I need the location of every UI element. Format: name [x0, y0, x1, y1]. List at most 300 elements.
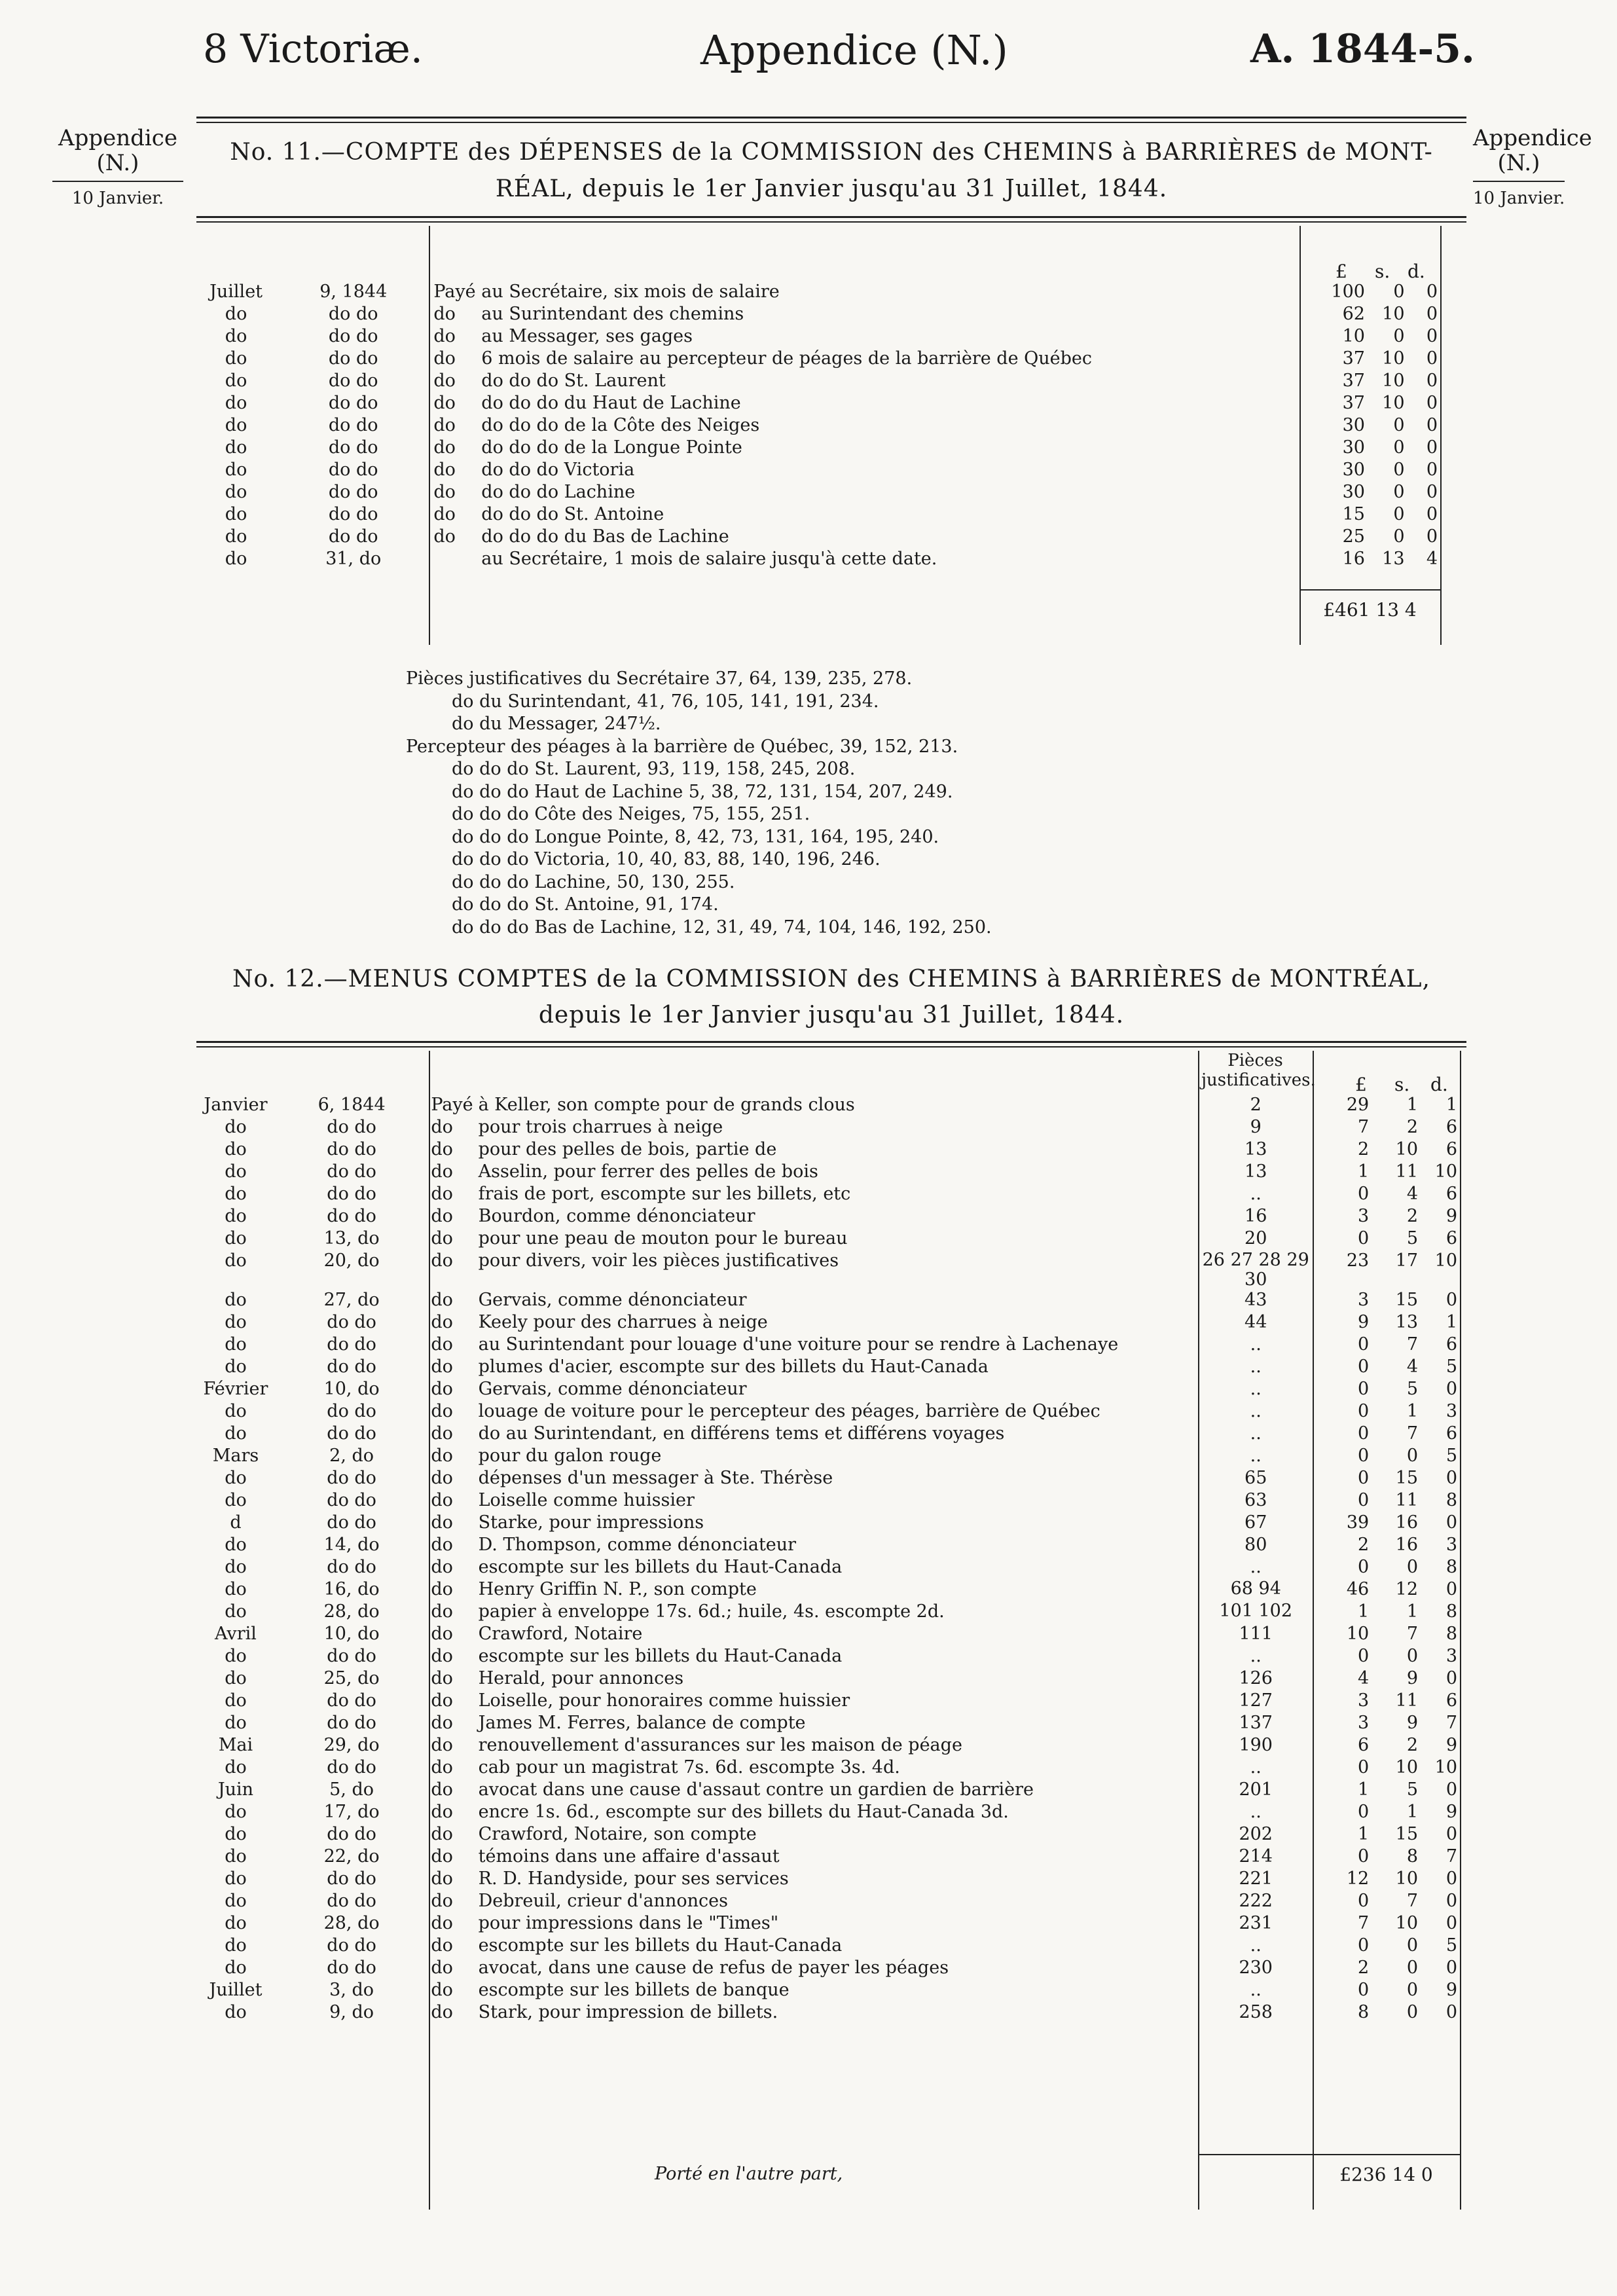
pieces-cell: ..: [1250, 1184, 1262, 1204]
shillings-cell: 2: [1406, 1735, 1419, 1755]
month-cell: do: [225, 437, 247, 458]
justificative-line: do do do Victoria, 10, 40, 83, 88, 140, 196, 246.: [452, 849, 881, 869]
description-cell: escompte sur les billets du Haut-Canada: [478, 1935, 843, 1956]
table-row: [196, 1423, 1460, 1446]
pence-cell: 3: [1445, 1401, 1457, 1421]
date-cell: do do: [327, 1401, 376, 1421]
month-cell: Mai: [218, 1735, 253, 1755]
month-cell: do: [225, 415, 247, 435]
pence-cell: 0: [1445, 1824, 1457, 1844]
rule: [196, 216, 1466, 218]
pieces-cell: 231: [1239, 1913, 1273, 1933]
pence-cell: 0: [1445, 1290, 1457, 1310]
shillings-cell: 10: [1382, 348, 1405, 369]
table11-total: £461 13 4: [1323, 599, 1417, 621]
table-row: [196, 1958, 1460, 1980]
pence-cell: 7: [1445, 1713, 1457, 1733]
shillings-cell: 7: [1406, 1334, 1419, 1355]
month-cell: do: [225, 1713, 247, 1733]
date-cell: do do: [328, 304, 378, 324]
pence-cell: 0: [1426, 348, 1438, 369]
total-rule: [1299, 589, 1440, 591]
shillings-cell: 0: [1393, 526, 1405, 547]
description-cell: Bourdon, comme dénonciateur: [478, 1206, 755, 1226]
description-cell: do do do St. Antoine: [481, 504, 664, 524]
justificative-line: do du Surintendant, 41, 76, 105, 141, 191, 234.: [452, 691, 879, 712]
pence-cell: 0: [1426, 460, 1438, 480]
pounds-cell: 30: [1342, 460, 1365, 480]
pieces-cell: 13: [1245, 1161, 1267, 1182]
table12: [196, 1095, 1460, 2024]
description-cell: encre 1s. 6d., escompte sur des billets du Haut-Canada 3d.: [478, 1802, 1009, 1822]
month-cell: do: [225, 1757, 247, 1777]
shillings-cell: 0: [1406, 2002, 1419, 2022]
pence-cell: 3: [1445, 1646, 1457, 1666]
paid-cell: do: [431, 1802, 453, 1822]
pence-cell: 9: [1445, 1802, 1457, 1822]
table-row: [196, 1980, 1460, 2002]
pence-cell: 10: [1434, 1250, 1457, 1271]
pence-cell: 4: [1426, 549, 1438, 569]
paid-cell: do: [431, 1161, 453, 1182]
month-cell: do: [225, 1846, 247, 1867]
header-left: 8 Victoriæ.: [203, 26, 423, 72]
pounds-cell: 15: [1342, 504, 1365, 524]
pence-cell: 9: [1445, 1735, 1457, 1755]
pounds-cell: 0: [1358, 1401, 1370, 1421]
description-cell: au Messager, ses gages: [481, 326, 693, 346]
date-cell: do do: [327, 1557, 376, 1577]
pounds-cell: 0: [1358, 1846, 1370, 1867]
pence-cell: 0: [1445, 1579, 1457, 1599]
table-row: [196, 1735, 1460, 1757]
table-row: [196, 1579, 1460, 1601]
table-row: [196, 526, 1440, 549]
table-row: [196, 1290, 1460, 1312]
shillings-cell: 13: [1382, 549, 1405, 569]
table-row: [196, 393, 1440, 415]
margin-left-line2: (N.): [96, 150, 139, 176]
table-row: [196, 1334, 1460, 1357]
pence-cell: 0: [1426, 393, 1438, 413]
shillings-cell: 12: [1395, 1579, 1419, 1599]
pounds-cell: 0: [1358, 1557, 1370, 1577]
pounds-cell: 0: [1358, 1228, 1370, 1248]
paid-cell: do: [431, 1868, 453, 1889]
pounds-cell: 0: [1358, 1357, 1370, 1377]
paid-cell: do: [431, 1579, 453, 1599]
paid-cell: do: [433, 504, 456, 524]
month-cell: do: [225, 1206, 247, 1226]
justificative-line: Percepteur des péages à la barrière de Québec, 39, 152, 213.: [406, 736, 958, 757]
shillings-cell: 0: [1406, 1958, 1419, 1978]
description-cell: pour des pelles de bois, partie de: [478, 1139, 777, 1159]
description-cell: avocat, dans une cause de refus de payer les péages: [478, 1958, 949, 1978]
description-cell: pour impressions dans le "Times": [478, 1913, 779, 1933]
pieces-cell: ..: [1250, 1423, 1262, 1444]
date-cell: do do: [328, 393, 378, 413]
margin-right-line2: (N.): [1497, 150, 1540, 176]
pieces-cell: 258: [1239, 2002, 1273, 2022]
pence-cell: 8: [1445, 1490, 1457, 1510]
footer-total: £236 14 0: [1339, 2164, 1433, 2185]
pieces-cell: 137: [1239, 1713, 1273, 1733]
shillings-cell: 11: [1395, 1161, 1419, 1182]
date-cell: 10, do: [323, 1379, 380, 1399]
pounds-cell: 0: [1358, 1184, 1370, 1204]
shillings-cell: 0: [1393, 415, 1405, 435]
description-cell: Keely pour des charrues à neige: [478, 1312, 768, 1332]
pounds-cell: 23: [1346, 1250, 1370, 1271]
pounds-cell: 0: [1358, 1757, 1370, 1777]
description-cell: 6 mois de salaire au percepteur de péages de la barrière de Québec: [481, 348, 1093, 369]
pence-cell: 0: [1426, 526, 1438, 547]
pence-cell: 0: [1445, 1668, 1457, 1688]
shillings-cell: 1: [1406, 1095, 1419, 1115]
pence-cell: 0: [1426, 437, 1438, 458]
shillings-cell: 11: [1395, 1490, 1419, 1510]
table-row: [196, 348, 1440, 371]
paid-cell: do: [433, 526, 456, 547]
date-cell: do do: [328, 504, 378, 524]
table11-title-line2: RÉAL, depuis le 1er Janvier jusqu'au 31 Juillet, 1844.: [495, 175, 1168, 202]
paid-cell: do: [433, 415, 456, 435]
pence-cell: 6: [1445, 1184, 1457, 1204]
table-row: [196, 1379, 1460, 1401]
date-cell: 31, do: [325, 549, 382, 569]
date-cell: do do: [327, 1184, 376, 1204]
shillings-cell: 10: [1395, 1757, 1419, 1777]
paid-cell: do: [431, 1535, 453, 1555]
table-row: [196, 1468, 1460, 1490]
pence-cell: 8: [1445, 1601, 1457, 1622]
date-cell: do do: [327, 1690, 376, 1711]
table-row: [196, 1184, 1460, 1206]
pounds-cell: 25: [1342, 526, 1365, 547]
description-cell: Crawford, Notaire, son compte: [478, 1824, 757, 1844]
table-row: [196, 1868, 1460, 1891]
table-row: [196, 1161, 1460, 1184]
description-cell: do do do de la Côte des Neiges: [481, 415, 760, 435]
date-cell: 5, do: [329, 1779, 374, 1800]
pieces-cell: 63: [1245, 1490, 1267, 1510]
table-row: [196, 1557, 1460, 1579]
pounds-cell: 0: [1358, 1379, 1370, 1399]
pieces-cell: ..: [1250, 1980, 1262, 2000]
paid-cell: do: [431, 1468, 453, 1488]
table-row: [196, 1824, 1460, 1846]
pieces-cell: 44: [1245, 1312, 1267, 1332]
paid-cell: do: [431, 1757, 453, 1777]
pounds-cell: 37: [1342, 393, 1365, 413]
description-cell: renouvellement d'assurances sur les maison de péage: [478, 1735, 962, 1755]
shillings-cell: 10: [1395, 1913, 1419, 1933]
shillings-cell: 10: [1395, 1868, 1419, 1889]
pieces-cell: 222: [1239, 1891, 1273, 1911]
description-cell: do au Surintendant, en différens tems et différens voyages: [478, 1423, 1005, 1444]
shillings-cell: 2: [1406, 1206, 1419, 1226]
table-row: [196, 1668, 1460, 1690]
month-cell: do: [225, 1423, 247, 1444]
table-row: [196, 2002, 1460, 2024]
shillings-cell: 0: [1393, 282, 1405, 302]
pence-cell: 6: [1445, 1117, 1457, 1137]
month-cell: do: [225, 1824, 247, 1844]
date-cell: do do: [327, 1757, 376, 1777]
date-cell: do do: [328, 415, 378, 435]
justificative-line: do du Messager, 247½.: [452, 714, 661, 734]
month-cell: do: [225, 482, 247, 502]
description-cell: Stark, pour impression de billets.: [478, 2002, 778, 2022]
paid-cell: do: [431, 1423, 453, 1444]
margin-left-date: 10 Janvier.: [71, 189, 164, 208]
paid-cell: do: [431, 1690, 453, 1711]
pieces-cell: ..: [1250, 1935, 1262, 1956]
date-cell: 9, do: [329, 2002, 374, 2022]
paid-cell: do: [431, 1334, 453, 1355]
table-row: [196, 1095, 1460, 1117]
month-cell: do: [225, 1868, 247, 1889]
pieces-justificatives: [406, 668, 992, 939]
month-cell: do: [225, 460, 247, 480]
shillings-cell: 10: [1382, 304, 1405, 324]
pence-cell: 5: [1445, 1935, 1457, 1956]
paid-cell: do: [431, 1139, 453, 1159]
pence-cell: 6: [1445, 1423, 1457, 1444]
date-cell: do do: [328, 482, 378, 502]
paid-cell: do: [433, 437, 456, 458]
pieces-cell: 202: [1239, 1824, 1273, 1844]
t11-currency-pence: d.: [1408, 261, 1425, 282]
date-cell: do do: [327, 1958, 376, 1978]
pence-cell: 0: [1445, 2002, 1457, 2022]
shillings-cell: 1: [1406, 1802, 1419, 1822]
shillings-cell: 11: [1395, 1690, 1419, 1711]
pounds-cell: 2: [1358, 1139, 1370, 1159]
date-cell: 9, 1844: [319, 282, 388, 302]
table-row: [196, 1624, 1460, 1646]
shillings-cell: 5: [1406, 1379, 1419, 1399]
pounds-cell: 30: [1342, 437, 1365, 458]
date-cell: 22, do: [323, 1846, 380, 1867]
justificative-line: do do do Bas de Lachine, 12, 31, 49, 74, 104, 146, 192, 250.: [452, 917, 992, 938]
month-cell: do: [225, 1891, 247, 1911]
pieces-cell: 20: [1245, 1228, 1267, 1248]
table-row: [196, 1139, 1460, 1161]
date-cell: do do: [328, 437, 378, 458]
shillings-cell: 7: [1406, 1624, 1419, 1644]
paid-cell: do: [431, 1401, 453, 1421]
pence-cell: 0: [1426, 371, 1438, 391]
description-cell: avocat dans une cause d'assaut contre un gardien de barrière: [478, 1779, 1034, 1800]
month-cell: do: [225, 526, 247, 547]
pounds-cell: 3: [1358, 1713, 1370, 1733]
date-cell: do do: [327, 1468, 376, 1488]
description-cell: frais de port, escompte sur les billets, etc: [478, 1184, 851, 1204]
description-cell: pour du galon rouge: [478, 1446, 662, 1466]
date-cell: 13, do: [323, 1228, 380, 1248]
description-cell: au Secrétaire, 1 mois de salaire jusqu'à cette date.: [481, 549, 937, 569]
pounds-cell: 0: [1358, 1891, 1370, 1911]
margin-right-date: 10 Janvier.: [1473, 189, 1565, 208]
paid-cell: do: [431, 1250, 453, 1271]
pounds-cell: 46: [1346, 1579, 1370, 1599]
date-cell: 28, do: [323, 1601, 380, 1622]
pounds-cell: 0: [1358, 1802, 1370, 1822]
table-row: [196, 437, 1440, 460]
justificative-line: do do do Côte des Neiges, 75, 155, 251.: [452, 804, 810, 824]
table-row: [196, 460, 1440, 482]
paid-cell: do: [431, 1601, 453, 1622]
table-row: [196, 1846, 1460, 1868]
justificative-line: do do do St. Laurent, 93, 119, 158, 245, 208.: [452, 759, 856, 779]
date-cell: do do: [328, 371, 378, 391]
paid-cell: do: [431, 1290, 453, 1310]
date-cell: do do: [327, 1646, 376, 1666]
table-row: [196, 1446, 1460, 1468]
date-cell: 16, do: [323, 1579, 380, 1599]
pounds-cell: 3: [1358, 1690, 1370, 1711]
pounds-cell: 1: [1358, 1824, 1370, 1844]
header-center: Appendice (N.): [700, 26, 1008, 74]
month-cell: do: [225, 393, 247, 413]
paid-cell: do: [431, 1557, 453, 1577]
table-row: [196, 1535, 1460, 1557]
month-cell: do: [225, 326, 247, 346]
pieces-cell: ..: [1250, 1357, 1262, 1377]
pounds-cell: 30: [1342, 482, 1365, 502]
date-cell: do do: [327, 1117, 376, 1137]
table-row: [196, 1779, 1460, 1802]
shillings-cell: 15: [1395, 1290, 1419, 1310]
month-cell: do: [225, 1668, 247, 1688]
shillings-cell: 7: [1406, 1891, 1419, 1911]
date-cell: do do: [327, 1357, 376, 1377]
col-pieces-header: Pièces justificatives.: [1201, 1051, 1316, 1090]
justificative-line: Pièces justificatives du Secrétaire 37, 64, 139, 235, 278.: [406, 668, 913, 689]
date-cell: do do: [328, 460, 378, 480]
column-rule: [1460, 1051, 1461, 2210]
shillings-cell: 0: [1393, 482, 1405, 502]
shillings-cell: 0: [1406, 1980, 1419, 2000]
pieces-cell: ..: [1250, 1646, 1262, 1666]
month-cell: do: [225, 1557, 247, 1577]
description-cell: au Surintendant des chemins: [481, 304, 744, 324]
paid-cell: do: [431, 1624, 453, 1644]
pounds-cell: 0: [1358, 1423, 1370, 1444]
pieces-cell: 9: [1250, 1117, 1262, 1137]
description-cell: escompte sur les billets du Haut-Canada: [478, 1646, 843, 1666]
justificative-line: do do do St. Antoine, 91, 174.: [452, 894, 719, 915]
table-row: [196, 282, 1440, 304]
date-cell: 2, do: [329, 1446, 374, 1466]
paid-cell: do: [431, 1824, 453, 1844]
pounds-cell: 39: [1346, 1512, 1370, 1533]
shillings-cell: 5: [1406, 1228, 1419, 1248]
table11: [196, 282, 1440, 571]
description-cell: R. D. Handyside, pour ses services: [478, 1868, 789, 1889]
pieces-cell: 214: [1239, 1846, 1273, 1867]
pieces-cell: 111: [1239, 1624, 1273, 1644]
shillings-cell: 0: [1406, 1557, 1419, 1577]
shillings-cell: 15: [1395, 1824, 1419, 1844]
date-cell: do do: [327, 1334, 376, 1355]
description-cell: escompte sur les billets du Haut-Canada: [478, 1557, 843, 1577]
pence-cell: 9: [1445, 1980, 1457, 2000]
rule: [196, 1046, 1466, 1048]
shillings-cell: 4: [1406, 1184, 1419, 1204]
pence-cell: 1: [1445, 1095, 1457, 1115]
description-cell: Asselin, pour ferrer des pelles de bois: [478, 1161, 818, 1182]
shillings-cell: 5: [1406, 1779, 1419, 1800]
table-row: [196, 1401, 1460, 1423]
pence-cell: 0: [1445, 1468, 1457, 1488]
pounds-cell: 1: [1358, 1161, 1370, 1182]
pounds-cell: 0: [1358, 1468, 1370, 1488]
month-cell: do: [225, 1139, 247, 1159]
pieces-cell: ..: [1250, 1379, 1262, 1399]
shillings-cell: 1: [1406, 1601, 1419, 1622]
description-cell: do do do du Bas de Lachine: [481, 526, 729, 547]
date-cell: do do: [327, 1312, 376, 1332]
description-cell: do do do Lachine: [481, 482, 636, 502]
date-cell: do do: [327, 1935, 376, 1956]
pieces-cell: 65: [1245, 1468, 1267, 1488]
shillings-cell: 0: [1406, 1446, 1419, 1466]
pence-cell: 0: [1445, 1379, 1457, 1399]
month-cell: do: [225, 1357, 247, 1377]
month-cell: Juillet: [209, 1980, 263, 2000]
month-cell: do: [225, 1161, 247, 1182]
pounds-cell: 1: [1358, 1601, 1370, 1622]
month-cell: do: [225, 1334, 247, 1355]
total-rule: [1198, 2154, 1460, 2155]
description-cell: do do do Victoria: [481, 460, 635, 480]
pence-cell: 5: [1445, 1357, 1457, 1377]
description-cell: do do do de la Longue Pointe: [481, 437, 742, 458]
pounds-cell: 7: [1358, 1913, 1370, 1933]
pounds-cell: 2: [1358, 1535, 1370, 1555]
t12-currency-pound: £: [1355, 1074, 1367, 1095]
shillings-cell: 10: [1382, 393, 1405, 413]
table12-title-line1: No. 12.—MENUS COMPTES de la COMMISSION des CHEMINS à BARRIÈRES de MONTRÉAL,: [232, 966, 1431, 993]
table-row: [196, 504, 1440, 526]
month-cell: do: [225, 1913, 247, 1933]
date-cell: 29, do: [323, 1735, 380, 1755]
pieces-cell: 126: [1239, 1668, 1273, 1688]
date-cell: 17, do: [323, 1802, 380, 1822]
pounds-cell: 10: [1342, 326, 1365, 346]
date-cell: do do: [327, 1490, 376, 1510]
description-cell: escompte sur les billets de banque: [478, 1980, 790, 2000]
shillings-cell: 1: [1406, 1401, 1419, 1421]
shillings-cell: 0: [1393, 326, 1405, 346]
pounds-cell: 4: [1358, 1668, 1370, 1688]
pieces-cell: 26 27 28 29 30: [1202, 1250, 1309, 1290]
table-row: [196, 1228, 1460, 1250]
paid-cell: do: [431, 1668, 453, 1688]
pieces-cell: ..: [1250, 1757, 1262, 1777]
header-right: A. 1844-5.: [1250, 26, 1475, 72]
date-cell: do do: [328, 526, 378, 547]
shillings-cell: 0: [1406, 1646, 1419, 1666]
shillings-cell: 0: [1393, 460, 1405, 480]
pence-cell: 0: [1445, 1958, 1457, 1978]
table-row: [196, 1802, 1460, 1824]
rule: [196, 122, 1466, 123]
month-cell: do: [225, 1117, 247, 1137]
pieces-cell: 201: [1239, 1779, 1273, 1800]
